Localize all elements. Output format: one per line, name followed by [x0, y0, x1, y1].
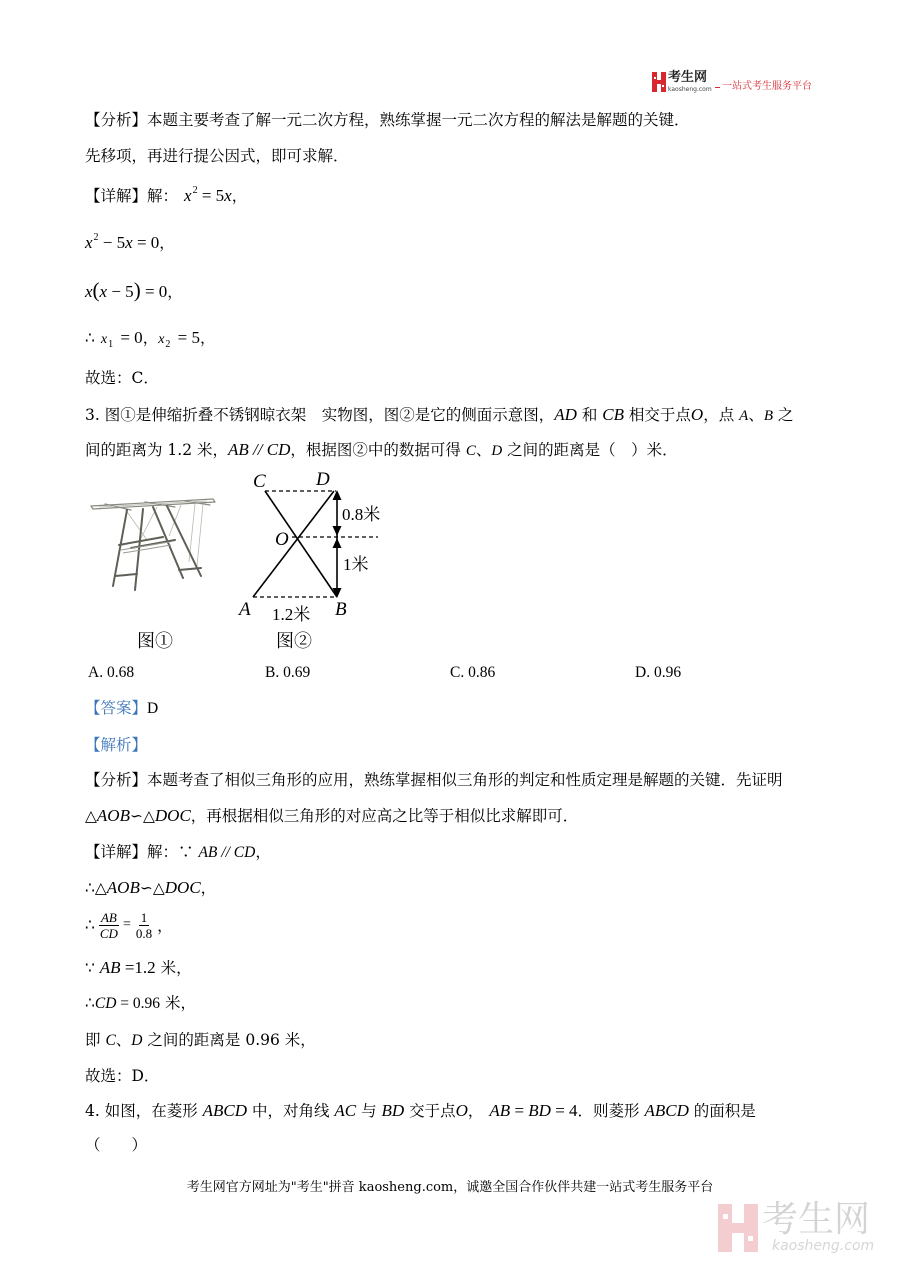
stem-text: ．则菱形: [577, 1102, 645, 1120]
punctuation: ，: [231, 187, 248, 205]
unit-text: 米，: [155, 959, 192, 977]
fraction-numerator: AB: [100, 909, 117, 925]
analysis-text: 本题考查了相似三角形的应用，熟练掌握相似三角形的判定和性质定理是解题的关键．先证明: [147, 771, 783, 789]
math-variable: CD: [233, 844, 256, 861]
therefore-symbol: ∴: [85, 329, 95, 347]
stem-text: 之: [773, 406, 794, 424]
point-label-a: A: [239, 599, 251, 620]
lower-height-label: 1米: [343, 555, 369, 574]
choice-text: 故选：D．: [85, 1067, 160, 1085]
math-variable: O: [455, 1101, 468, 1120]
math-variable: ABCD: [644, 1101, 689, 1120]
punctuation: ，: [157, 917, 173, 935]
header-divider: [715, 87, 720, 88]
math-exponent: 2: [93, 232, 99, 243]
math-variable: AB: [198, 844, 218, 861]
point-label-c: C: [253, 471, 266, 492]
option-b: B. 0.69: [265, 664, 311, 681]
analysis-label: 【分析】: [85, 111, 148, 129]
unit-text: 米，: [160, 994, 196, 1012]
answer-label: 【答案】: [85, 699, 148, 717]
math-variable: BD: [528, 1101, 551, 1120]
math-operator: //: [217, 844, 234, 861]
q2-choice-line: [85, 366, 159, 390]
q3-analysis-line-2: [85, 804, 578, 828]
header-logo-domain: kaosheng.com: [668, 86, 712, 93]
q3-stem-line-2: [85, 438, 678, 462]
math-operator: = 5: [197, 186, 225, 205]
math-variable: x: [158, 332, 165, 347]
math-variable: D: [131, 1032, 143, 1049]
q3-solution-label-line: [85, 733, 147, 757]
math-operator: = 0: [132, 233, 160, 252]
because-symbol: ∵: [85, 959, 100, 977]
solution-label: 【解析】: [85, 736, 148, 754]
math-variable: AC: [334, 1101, 357, 1120]
base-width-label: 1.2米: [272, 605, 311, 624]
stem-text: 4. 如图，在菱形: [85, 1102, 203, 1120]
q2-equation-4: [85, 326, 216, 350]
arrow-up-icon: [333, 538, 342, 548]
math-variable: AOB: [96, 806, 130, 825]
q3-step-similar: [85, 876, 216, 900]
segment-da: [253, 491, 334, 597]
analysis-text: ，再根据相似三角形的对应高之比等于相似比求解即可．: [190, 807, 579, 825]
point-label-d: D: [316, 469, 330, 490]
q4-stem-line-2: [85, 1133, 147, 1157]
stem-text: 之间的距离是（ ）米．: [502, 441, 678, 459]
fraction-denominator: 0.8: [135, 925, 153, 941]
stem-text: ，点: [703, 406, 740, 424]
analysis-text: 本题主要考查了解一元二次方程，熟练掌握一元二次方程的解法是解题的关键．: [147, 111, 690, 129]
method-text: 先移项，再进行提公因式，即可求解．: [85, 147, 349, 165]
step-text: 之间的距离是 0.96 米，: [142, 1031, 316, 1049]
math-subscript: 2: [165, 339, 171, 350]
side-schematic-diagram: [230, 462, 400, 628]
math-variable: A: [739, 408, 749, 424]
math-value: = 4: [550, 1101, 578, 1120]
q3-step-cd: [85, 991, 196, 1015]
page-footer: 考生网官方网址为"考生"拼音 kaosheng.com，诚邀全国合作伙伴共建一站式考生服务平台: [186, 1180, 714, 1195]
answer-blank: （ ）: [85, 1136, 148, 1154]
drying-rack-photo: [85, 490, 220, 596]
q4-stem-line-1: [85, 1099, 756, 1123]
detail-prefix: 解：: [147, 187, 179, 205]
therefore-symbol: ∴: [85, 994, 95, 1012]
watermark-name: 考生网: [762, 1199, 871, 1240]
math-variable: ABCD: [202, 1101, 248, 1120]
fraction-1-0.8: [134, 910, 154, 941]
stem-text: 和: [576, 406, 603, 424]
therefore-symbol: ∴: [85, 916, 95, 934]
math-variable: C: [105, 1032, 116, 1049]
math-variable: AB: [99, 958, 121, 977]
math-variable: x: [85, 282, 93, 301]
math-variable: D: [491, 443, 503, 459]
q2-analysis-line: [85, 108, 690, 132]
q2-equation-2: [85, 231, 175, 255]
watermark-domain: kaosheng.com: [772, 1238, 875, 1254]
math-exponent: 2: [192, 185, 198, 196]
math-value: = 0.96: [116, 995, 161, 1012]
option-c: C. 0.86: [450, 664, 496, 681]
stem-text: 与: [356, 1102, 382, 1120]
punctuation: ，: [200, 879, 217, 897]
math-paren: (: [92, 278, 100, 302]
stem-text: 交于点: [404, 1102, 456, 1120]
math-variable: x: [99, 282, 108, 301]
math-subscript: 1: [108, 339, 114, 350]
math-variable: x: [85, 233, 93, 252]
punctuation: ，: [200, 329, 216, 347]
q2-equation-3: [85, 278, 183, 302]
detail-label: 【详解】: [85, 187, 148, 205]
similar-symbol: ∽: [129, 807, 143, 825]
triangle-symbol: △: [142, 807, 155, 825]
kaosheng-logo-icon: [718, 1204, 758, 1252]
similar-triangle: ∽△: [139, 879, 165, 897]
math-operator: − 5: [98, 233, 126, 252]
math-paren: ): [133, 278, 141, 302]
punctuation: ，: [255, 843, 271, 861]
therefore-triangle: ∴△: [85, 879, 107, 897]
step-text: 即: [85, 1031, 106, 1049]
upper-height-label: 0.8米: [342, 505, 381, 524]
math-operator: = 5: [173, 328, 201, 347]
stem-text: 、: [475, 441, 492, 459]
choice-text: 故选：C．: [85, 369, 159, 387]
option-a: A. 0.68: [88, 664, 135, 681]
math-variable: O: [690, 405, 704, 424]
q3-stem-line-1: [85, 403, 793, 427]
q3-answer-line: [85, 696, 158, 720]
punctuation: ，: [142, 329, 159, 347]
q3-detail-line: [85, 840, 271, 864]
point-label-b: B: [335, 599, 347, 620]
math-operator: =: [510, 1101, 529, 1120]
math-variable: AB: [489, 1101, 511, 1120]
answer-value: D: [147, 700, 159, 717]
stem-text: 的面积是: [688, 1102, 756, 1120]
stem-text: ，: [467, 1102, 484, 1120]
option-d: D. 0.96: [635, 664, 682, 681]
math-operator: //: [248, 440, 267, 459]
math-variable: CB: [602, 405, 624, 424]
math-value: =1.2: [120, 958, 156, 977]
math-operator: = 0: [116, 328, 143, 347]
kaosheng-logo-icon: [652, 72, 666, 92]
fraction-numerator: 1: [140, 909, 148, 925]
math-variable: x: [100, 332, 108, 347]
equals-sign: =: [122, 917, 131, 932]
math-variable: C: [465, 443, 476, 459]
triangle-symbol: △: [85, 807, 97, 825]
q3-step-ab: [85, 956, 192, 980]
q3-choice-line: [85, 1064, 159, 1088]
detail-prefix: 解：∵: [147, 843, 199, 861]
analysis-label: 【分析】: [85, 771, 148, 789]
math-operator: = 0: [140, 282, 168, 301]
figure-2-caption: 图②: [276, 631, 312, 652]
header-logo-name: 考生网: [668, 70, 708, 85]
math-variable: B: [763, 408, 773, 424]
stem-text: 间的距离为 1.2 米，: [85, 441, 229, 459]
fraction-ab-cd: [98, 910, 120, 941]
q3-analysis-line: [85, 768, 783, 792]
math-variable: x: [224, 186, 232, 205]
math-variable: AOB: [106, 878, 140, 897]
punctuation: ，: [159, 234, 175, 252]
figure-1-caption: 图①: [137, 631, 173, 652]
header-slogan: 一站式考生服务平台: [722, 81, 812, 92]
math-variable: DOC: [164, 878, 201, 897]
math-variable: CD: [266, 440, 291, 459]
detail-label: 【详解】: [85, 843, 148, 861]
math-variable: x: [125, 233, 133, 252]
math-variable: DOC: [154, 806, 191, 825]
stem-text: 相交于点: [623, 406, 691, 424]
punctuation: ，: [167, 283, 183, 301]
q3-step-distance: [85, 1028, 316, 1052]
step-text: 、: [115, 1031, 132, 1049]
stem-text: 中，对角线: [247, 1102, 335, 1120]
point-label-o: O: [275, 529, 289, 550]
math-variable: AB: [228, 440, 249, 459]
q3-step-ratio: [85, 906, 173, 944]
stem-text: 、: [748, 406, 764, 424]
math-variable: AD: [554, 405, 577, 424]
fraction-denominator: CD: [99, 925, 118, 941]
arrow-down-icon: [333, 526, 342, 536]
q2-method-line: [85, 144, 349, 168]
stem-text: ，根据图②中的数据可得: [290, 441, 466, 459]
stem-text: 3. 图①是伸缩折叠不锈钢晾衣架 实物图，图②是它的侧面示意图，: [85, 406, 555, 424]
math-variable: BD: [381, 1101, 405, 1120]
math-variable: CD: [94, 995, 117, 1012]
math-operator: − 5: [107, 282, 134, 301]
q2-detail-line: [85, 184, 247, 208]
math-variable: x: [184, 186, 192, 205]
